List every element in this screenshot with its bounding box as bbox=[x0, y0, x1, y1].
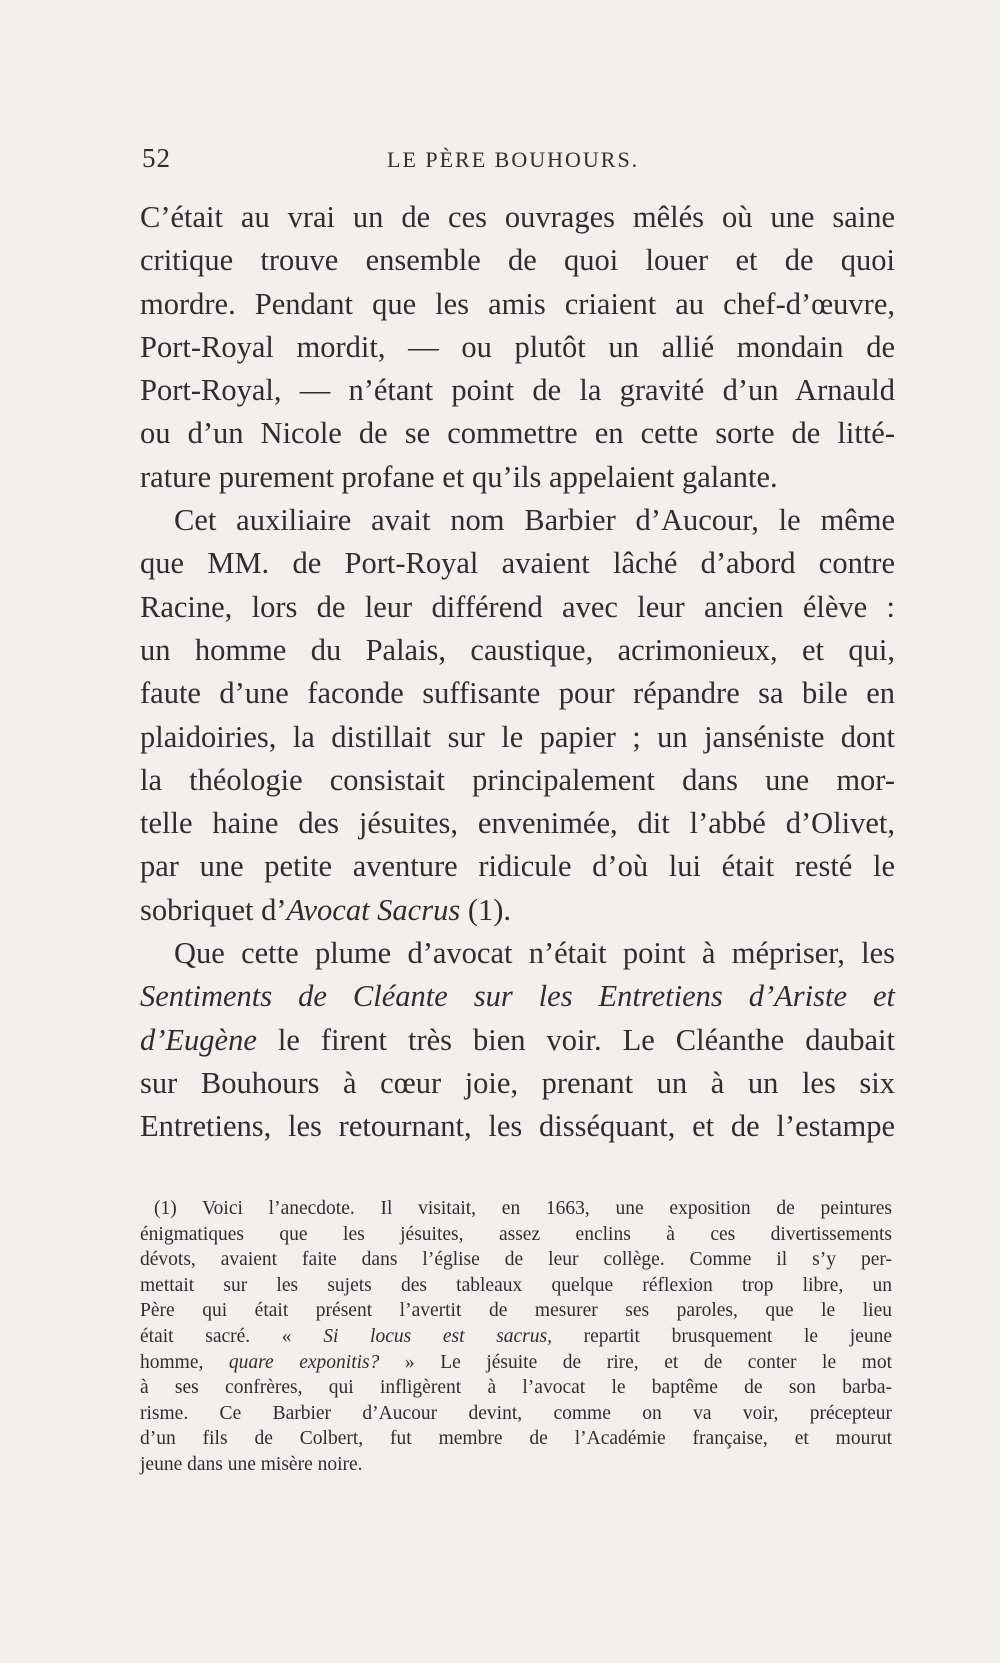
text-line: d’Eugène le firent très bien voir. Le Cléanthe daubait bbox=[140, 1022, 895, 1057]
body-text bbox=[140, 196, 895, 1149]
page-number: 52 bbox=[142, 143, 171, 173]
text-line: Cet auxiliaire avait nom Barbier d’Aucour, le même bbox=[174, 503, 895, 538]
text-line: rature purement profane et qu’ils appelaient galante. bbox=[140, 459, 778, 494]
italic-text: Si locus est sacrus, bbox=[323, 1325, 552, 1347]
italic-text: Sentiments de Cléante sur les Entretiens d’Ariste et bbox=[140, 979, 895, 1014]
text-line: ou d’un Nicole de se commettre en cette sorte de litté- bbox=[140, 416, 895, 451]
text-line: plaidoiries, la distillait sur le papier ; un janséniste dont bbox=[140, 719, 895, 754]
footnote-line: d’un fils de Colbert, fut membre de l’Académie française, et mourut bbox=[140, 1428, 892, 1450]
footnote-line: à ses confrères, qui infligèrent à l’avocat le baptême de son barba- bbox=[140, 1377, 892, 1399]
text-line: Port-Royal, — n’étant point de la gravité d’un Arnauld bbox=[140, 373, 895, 408]
text-line: mordre. Pendant que les amis criaient au chef-d’œuvre, bbox=[140, 286, 895, 321]
text-line: C’était au vrai un de ces ouvrages mêlés où une saine bbox=[140, 200, 895, 234]
text-line: par une petite aventure ridicule d’où lui était resté le bbox=[140, 849, 895, 884]
running-title: LE PÈRE BOUHOURS. bbox=[387, 147, 640, 172]
text-line: sobriquet d’Avocat Sacrus (1). bbox=[140, 892, 512, 927]
footnote-line: Père qui était présent l’avertit de mesurer ses paroles, que le lieu bbox=[140, 1300, 892, 1322]
text-line: Entretiens, les retournant, les disséquant, et de l’estampe bbox=[140, 1109, 895, 1144]
text-line: Que cette plume d’avocat n’était point à mépriser, les bbox=[174, 936, 895, 971]
text-line: Port-Royal mordit, — ou plutôt un allié mondain de bbox=[140, 329, 895, 364]
text-line bbox=[140, 975, 895, 1018]
footnote-line: était sacré. « Si locus est sacrus, repartit brusquement le jeune bbox=[140, 1325, 892, 1347]
footnote-line: dévots, avaient faite dans l’église de leur collège. Comme il s’y per- bbox=[140, 1249, 892, 1271]
italic-text: quare exponitis? bbox=[228, 1351, 380, 1373]
italic-text: d’Eugène bbox=[140, 1022, 257, 1057]
text-line: critique trouve ensemble de quoi louer et de quoi bbox=[140, 243, 895, 278]
text-line: que MM. de Port-Royal avaient lâché d’abord contre bbox=[140, 546, 895, 581]
footnote-line: mettait sur les sujets des tableaux quelque réflexion trop libre, un bbox=[140, 1274, 892, 1296]
text-line: telle haine des jésuites, envenimée, dit l’abbé d’Olivet, bbox=[140, 806, 895, 841]
text-line: la théologie consistait principalement dans une mor- bbox=[140, 762, 895, 797]
text-line: faute d’une faconde suffisante pour répandre sa bile en bbox=[140, 676, 895, 711]
footnote-line: homme, quare exponitis? » Le jésuite de rire, et de conter le mot bbox=[140, 1351, 892, 1373]
text-line: sur Bouhours à cœur joie, prenant un à un les six bbox=[140, 1065, 895, 1100]
text-line: un homme du Palais, caustique, acrimonieux, et qui, bbox=[140, 632, 895, 667]
footnote-line: énigmatiques que les jésuites, assez enclins à ces divertissements bbox=[140, 1223, 892, 1245]
footnote bbox=[140, 1196, 892, 1478]
footnote-line: risme. Ce Barbier d’Aucour devint, comme on va voir, précepteur bbox=[140, 1402, 892, 1424]
footnote-line: jeune dans une misère noire. bbox=[140, 1453, 363, 1475]
page-header bbox=[142, 143, 887, 183]
text-line: Racine, lors de leur différend avec leur ancien élève : bbox=[140, 589, 895, 624]
footnote-line: (1) Voici l’anecdote. Il visitait, en 1663, une exposition de peintures bbox=[154, 1198, 892, 1219]
italic-text: Avocat Sacrus bbox=[286, 892, 461, 927]
